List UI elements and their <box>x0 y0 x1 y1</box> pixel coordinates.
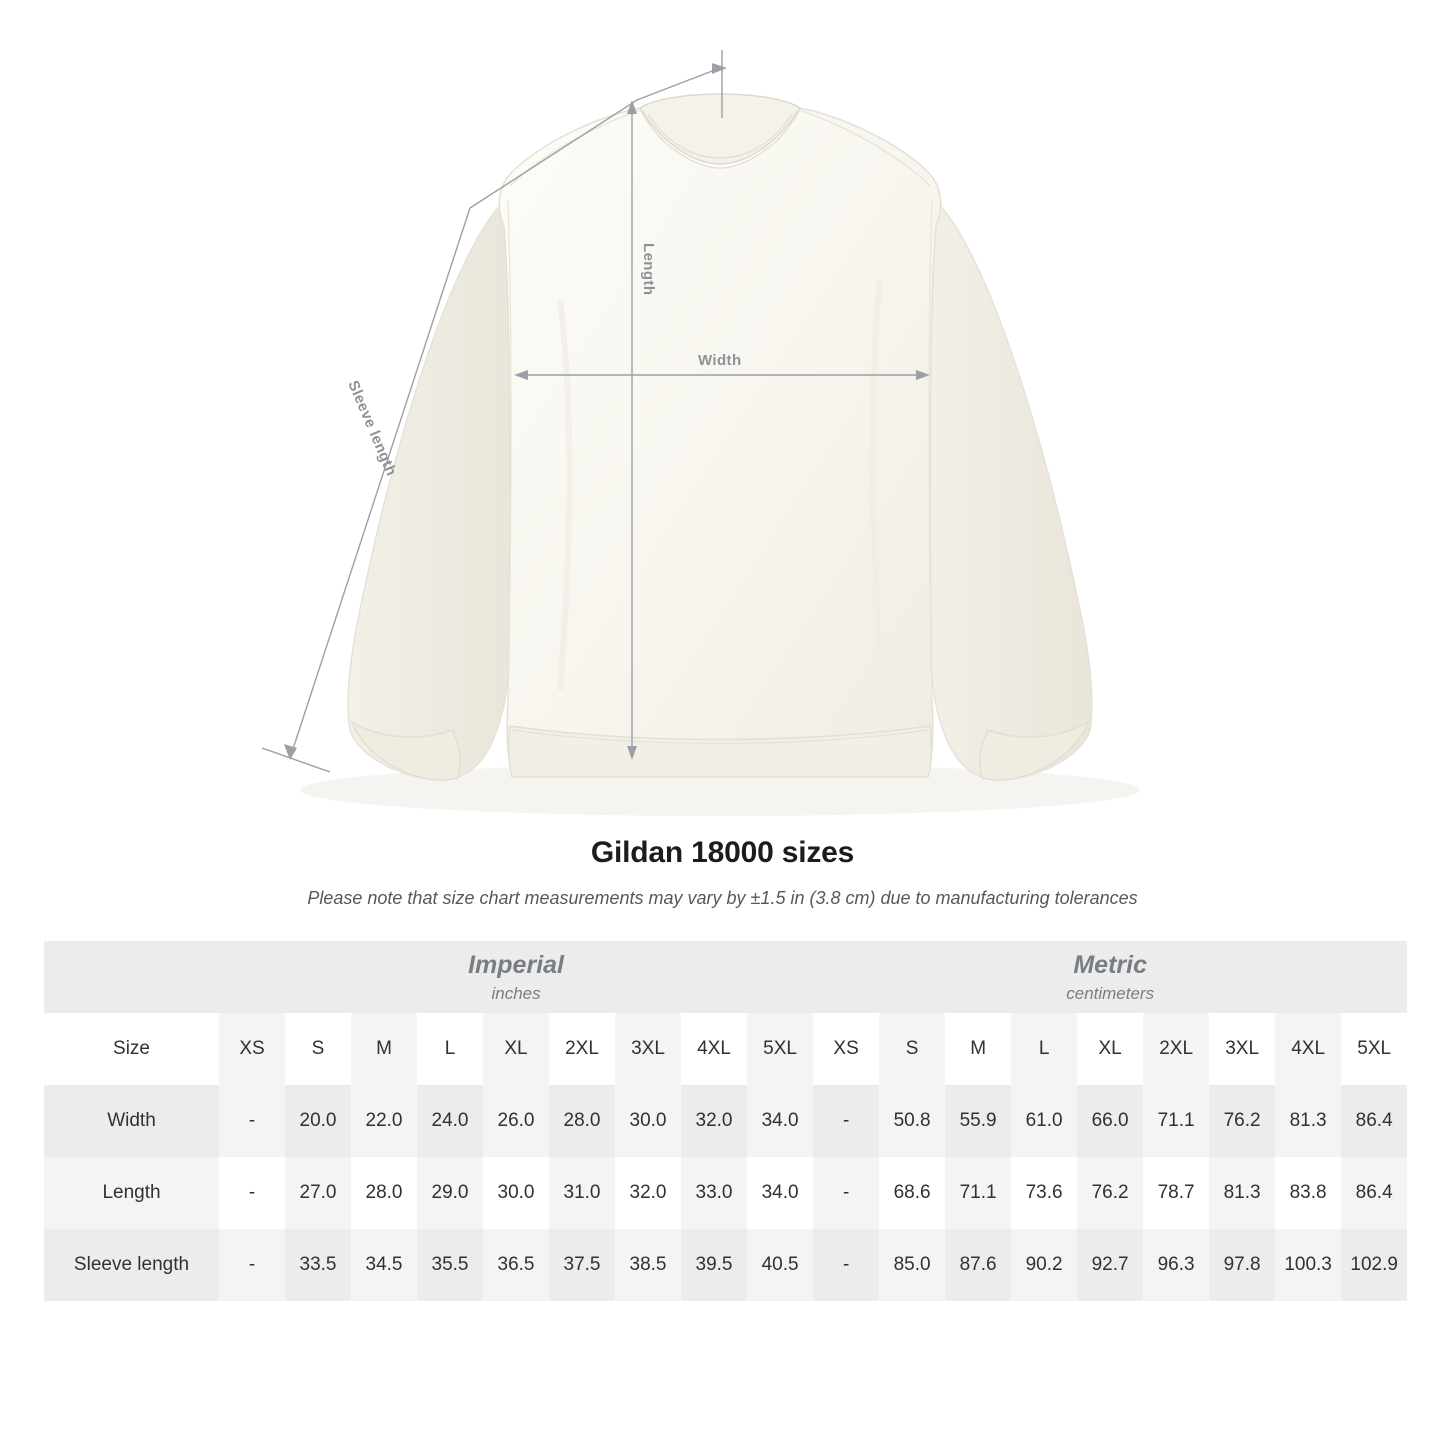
table-row <box>44 1085 1407 1157</box>
width-metric-4xl: 81.3 <box>1275 1085 1341 1157</box>
sleeve-imperial-s: 33.5 <box>285 1229 351 1301</box>
sleeve-imperial-5xl: 40.5 <box>747 1229 813 1301</box>
header-size-metric-5xl: 5XL <box>1341 1013 1407 1085</box>
width-imperial-2xl: 28.0 <box>549 1085 615 1157</box>
length-imperial-s: 27.0 <box>285 1157 351 1229</box>
length-metric-l: 73.6 <box>1011 1157 1077 1229</box>
width-imperial-3xl: 30.0 <box>615 1085 681 1157</box>
sleeve-imperial-m: 34.5 <box>351 1229 417 1301</box>
length-metric-xs: - <box>813 1157 879 1229</box>
header-size-imperial-xl: XL <box>483 1013 549 1085</box>
length-imperial-3xl: 32.0 <box>615 1157 681 1229</box>
sleeve-imperial-l: 35.5 <box>417 1229 483 1301</box>
sleeve-metric-l: 90.2 <box>1011 1229 1077 1301</box>
sleeve-metric-s: 85.0 <box>879 1229 945 1301</box>
header-size-imperial-m: M <box>351 1013 417 1085</box>
header-size-imperial-xs: XS <box>219 1013 285 1085</box>
length-imperial-5xl: 34.0 <box>747 1157 813 1229</box>
length-imperial-xs: - <box>219 1157 285 1229</box>
row-label-width: Width <box>44 1085 219 1157</box>
header-size-metric-3xl: 3XL <box>1209 1013 1275 1085</box>
sleeve-metric-xs: - <box>813 1229 879 1301</box>
width-imperial-xl: 26.0 <box>483 1085 549 1157</box>
header-size-imperial-5xl: 5XL <box>747 1013 813 1085</box>
sleeve-metric-4xl: 100.3 <box>1275 1229 1341 1301</box>
length-imperial-2xl: 31.0 <box>549 1157 615 1229</box>
table-header-row <box>44 1013 1407 1085</box>
length-imperial-4xl: 33.0 <box>681 1157 747 1229</box>
header-size-imperial-l: L <box>417 1013 483 1085</box>
table-row <box>44 1229 1407 1301</box>
width-imperial-s: 20.0 <box>285 1085 351 1157</box>
header-size-metric-l: L <box>1011 1013 1077 1085</box>
metric-title: Metric <box>1073 951 1147 979</box>
unit-banner-row <box>44 941 1407 1013</box>
length-label: Length <box>640 243 657 296</box>
table-row <box>44 1157 1407 1229</box>
imperial-subtitle: inches <box>491 984 541 1003</box>
size-chart-table <box>44 941 1407 1301</box>
row-label-sleeve-length: Sleeve length <box>44 1229 219 1301</box>
header-size-metric-4xl: 4XL <box>1275 1013 1341 1085</box>
banner-spacer <box>44 941 219 1013</box>
width-metric-xs: - <box>813 1085 879 1157</box>
sleeve-imperial-4xl: 39.5 <box>681 1229 747 1301</box>
width-metric-3xl: 76.2 <box>1209 1085 1275 1157</box>
header-size-metric-xs: XS <box>813 1013 879 1085</box>
sleeve-imperial-xs: - <box>219 1229 285 1301</box>
tolerance-note: Please note that size chart measurements may vary by ±1.5 in (3.8 cm) due to manufacturing tolerances <box>307 888 1138 908</box>
length-metric-xl: 76.2 <box>1077 1157 1143 1229</box>
sleeve-imperial-3xl: 38.5 <box>615 1229 681 1301</box>
imperial-title: Imperial <box>468 951 564 979</box>
header-size-imperial-s: S <box>285 1013 351 1085</box>
width-imperial-4xl: 32.0 <box>681 1085 747 1157</box>
header-size-metric-m: M <box>945 1013 1011 1085</box>
sleeve-metric-xl: 92.7 <box>1077 1229 1143 1301</box>
width-metric-2xl: 71.1 <box>1143 1085 1209 1157</box>
sleeve-imperial-2xl: 37.5 <box>549 1229 615 1301</box>
header-size-imperial-4xl: 4XL <box>681 1013 747 1085</box>
sleeve-metric-5xl: 102.9 <box>1341 1229 1407 1301</box>
width-metric-xl: 66.0 <box>1077 1085 1143 1157</box>
length-imperial-m: 28.0 <box>351 1157 417 1229</box>
sleeve-metric-m: 87.6 <box>945 1229 1011 1301</box>
sleeve-metric-2xl: 96.3 <box>1143 1229 1209 1301</box>
width-imperial-5xl: 34.0 <box>747 1085 813 1157</box>
header-size-imperial-2xl: 2XL <box>549 1013 615 1085</box>
metric-subtitle: centimeters <box>1066 984 1155 1003</box>
header-size: Size <box>44 1013 219 1085</box>
imperial-banner <box>219 941 813 1013</box>
length-imperial-xl: 30.0 <box>483 1157 549 1229</box>
length-metric-3xl: 81.3 <box>1209 1157 1275 1229</box>
width-metric-m: 55.9 <box>945 1085 1011 1157</box>
header-size-metric-2xl: 2XL <box>1143 1013 1209 1085</box>
length-metric-4xl: 83.8 <box>1275 1157 1341 1229</box>
size-chart-table-wrap <box>0 941 1445 1301</box>
width-metric-l: 61.0 <box>1011 1085 1077 1157</box>
row-label-length: Length <box>44 1157 219 1229</box>
title-block <box>0 836 1445 909</box>
width-label: Width <box>698 352 742 369</box>
length-metric-m: 71.1 <box>945 1157 1011 1229</box>
header-size-imperial-3xl: 3XL <box>615 1013 681 1085</box>
width-metric-5xl: 86.4 <box>1341 1085 1407 1157</box>
header-size-metric-xl: XL <box>1077 1013 1143 1085</box>
width-imperial-xs: - <box>219 1085 285 1157</box>
width-imperial-l: 24.0 <box>417 1085 483 1157</box>
sleeve-length-label: Sleeve length <box>344 378 400 479</box>
page-title: Gildan 18000 sizes <box>590 836 855 869</box>
sleeve-metric-3xl: 97.8 <box>1209 1229 1275 1301</box>
width-imperial-m: 22.0 <box>351 1085 417 1157</box>
length-imperial-l: 29.0 <box>417 1157 483 1229</box>
sleeve-imperial-xl: 36.5 <box>483 1229 549 1301</box>
metric-banner <box>813 941 1407 1013</box>
width-metric-s: 50.8 <box>879 1085 945 1157</box>
length-metric-2xl: 78.7 <box>1143 1157 1209 1229</box>
length-metric-s: 68.6 <box>879 1157 945 1229</box>
length-metric-5xl: 86.4 <box>1341 1157 1407 1229</box>
header-size-metric-s: S <box>879 1013 945 1085</box>
